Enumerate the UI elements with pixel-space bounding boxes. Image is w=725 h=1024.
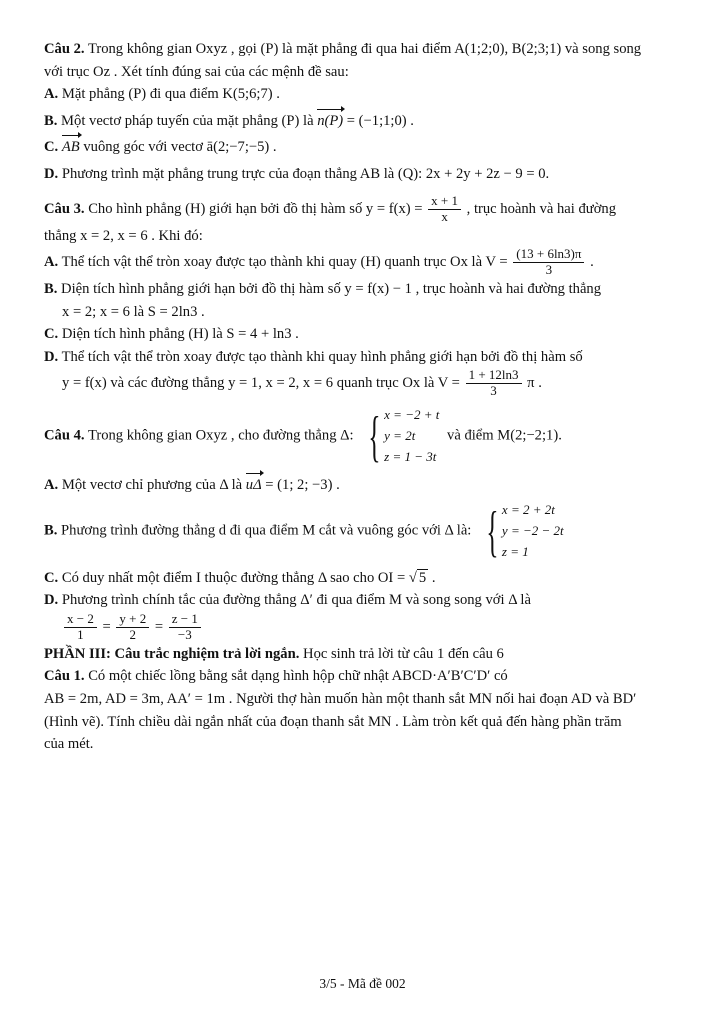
q2-option-d <box>44 163 684 186</box>
q4-d-f2-num: y + 2 <box>116 612 149 628</box>
q4-d-equation: $\frac{x - 2}{1}$ = $\frac{y + 2}{2}$ = $\frac{z - 1}{-3}$ <box>44 612 684 643</box>
q1-line-4: của mét. <box>44 736 94 753</box>
q3-a-numerator: (13 + 6ln3)π <box>513 247 584 263</box>
q3-d-end: π . <box>527 375 542 392</box>
q3-title: Câu 3. <box>44 200 85 217</box>
q2-option-b <box>44 110 684 133</box>
q3-f-numerator: x + 1 <box>428 194 461 210</box>
q3-d-text-2: y = f(x) và các đường thẳng y = 1, x = 2, x = 6 quanh trục Ox là V = <box>62 375 460 392</box>
q4-a-label: A. <box>44 476 59 493</box>
q3-option-c <box>44 323 684 346</box>
q4-c-text1: Có duy nhất một điểm I thuộc đường thẳng Δ sao cho OI = <box>61 569 406 586</box>
q3-b-text-2: x = 2; x = 6 là S = 2ln3 . <box>62 303 205 320</box>
q3-d-numerator: 1 + 12ln3 <box>466 368 522 384</box>
q4-line-system <box>361 405 439 467</box>
q1-title: Câu 1. <box>44 668 85 685</box>
q3-d-label: D. <box>44 348 59 365</box>
q2-b-text2: = (−1;1;0) . <box>346 112 414 129</box>
q4-b-sys-x: x = 2 + 2t <box>501 502 555 518</box>
q2-b-normal-vector: n(P) <box>317 110 343 133</box>
q3-d-text: Thể tích vật thể tròn xoay được tạo thành khi quay hình phẳng giới hạn bởi đồ thị hàm số <box>61 348 583 365</box>
q4-d-frac-2 <box>116 612 149 643</box>
q3-a-denominator: 3 <box>545 262 553 278</box>
q4-a-text1: Một vectơ chỉ phương của Δ là <box>61 476 243 493</box>
q3-intro-2: thẳng x = 2, x = 6 . Khi đó: <box>44 227 203 244</box>
q4-d-f1-den: 1 <box>77 626 84 642</box>
q4-d-f2-den: 2 <box>129 626 137 642</box>
q3-a-fraction <box>513 247 584 278</box>
q4-sys-x: x = −2 + t <box>384 407 440 423</box>
q4-b-brace: { <box>486 500 499 563</box>
q3-intro <box>44 194 684 225</box>
q3-f-denominator: x <box>441 208 448 224</box>
q2-a-text: Mặt phẳng (P) đi qua điểm K(5;6;7) . <box>61 86 280 103</box>
q3-a-text: Thể tích vật thể tròn xoay được tạo thành khi quay (H) quanh trục Ox là V = <box>61 253 508 270</box>
q3-d-fraction <box>466 368 522 399</box>
q3-option-d <box>44 346 684 369</box>
q4-d-f3-den: −3 <box>177 626 192 642</box>
q4-c-sqrt: 5 <box>418 569 427 586</box>
q4-b-sys-z: z = 1 <box>501 543 529 559</box>
q4-b-line-system <box>479 500 564 562</box>
q4-intro-end: và điểm M(2;−2;1). <box>447 427 562 444</box>
q4-d-frac-3 <box>169 612 201 643</box>
q4-d-f3-num: z − 1 <box>169 612 201 628</box>
q4-c-end: . <box>431 569 436 586</box>
q4-d-label: D. <box>44 592 59 609</box>
q2-c-vector-ab: AB <box>62 136 80 159</box>
q4-brace: { <box>368 405 381 468</box>
q3-option-a <box>44 247 684 278</box>
q4-a-direction-vector: uΔ <box>246 474 262 497</box>
q4-option-a <box>44 474 684 497</box>
q4-d-text: Phương trình chính tắc của đường thẳng Δ′ đi qua điểm M và song song với Δ là <box>61 592 531 609</box>
q1-line-3: (Hình vẽ). Tính chiều dài ngắn nhất của đoạn thanh sắt MN . Làm tròn kết quả đến hàng phần trăm <box>44 713 622 730</box>
q1-text-1: Có một chiếc lồng bằng sắt dạng hình hộp chữ nhật ABCD·A′B′C′D′ có <box>88 668 508 685</box>
q1-line-2: AB = 2m, AD = 3m, AA′ = 1m . Người thợ hàn muốn hàn một thanh sắt MN nối hai đoạn AD và BD′ <box>44 691 637 708</box>
part3-heading-line <box>44 643 684 666</box>
q2-c-text: vuông góc với vectơ ā(2;−7;−5) . <box>83 139 277 156</box>
part3-heading-rest: Học sinh trả lời từ câu 1 đến câu 6 <box>303 645 504 662</box>
q3-b-text: Diện tích hình phẳng giới hạn bởi đồ thị hàm số y = f(x) − 1 , trục hoành và hai đường thẳng <box>61 281 602 298</box>
q3-option-b <box>44 278 684 301</box>
q4-d-frac-1 <box>64 612 97 643</box>
q2-option-c <box>44 136 684 159</box>
exam-page <box>44 38 684 756</box>
q2-b-text1: Một vectơ pháp tuyến của mặt phẳng (P) là <box>61 112 314 129</box>
q2-a-label: A. <box>44 86 59 103</box>
q4-intro-text: Trong không gian Oxyz , cho đường thẳng Δ: <box>87 427 354 444</box>
q4-sys-z: z = 1 − 3t <box>384 448 437 464</box>
q4-b-label: B. <box>44 522 58 539</box>
q3-function-fraction <box>428 194 461 225</box>
q4-sys-y: y = 2t <box>384 428 416 444</box>
q3-intro-1b: , trục hoành và hai đường <box>466 200 617 217</box>
q4-intro <box>44 405 684 467</box>
q2-title: Câu 2. <box>44 41 85 57</box>
page-footer: 3/5 - Mã đề 002 <box>319 976 406 991</box>
q1-line-1 <box>44 665 684 688</box>
q2-intro <box>44 38 684 61</box>
q4-c-label: C. <box>44 569 59 586</box>
q3-c-text: Diện tích hình phẳng (H) là S = 4 + ln3 . <box>61 326 299 343</box>
q3-intro-1: Cho hình phẳng (H) giới hạn bởi đồ thị hàm số y = f(x) = <box>88 200 423 217</box>
q3-a-end: . <box>590 253 594 270</box>
q4-a-text2: = (1; 2; −3) . <box>265 476 340 493</box>
q2-b-label: B. <box>44 112 58 129</box>
q2-d-label: D. <box>44 166 59 183</box>
q2-intro-2: với trục Oz . Xét tính đúng sai của các mệnh đề sau: <box>44 63 349 80</box>
q2-d-text: Phương trình mặt phẳng trung trực của đoạn thẳng AB là (Q): 2x + 2y + 2z − 9 = 0. <box>61 166 550 183</box>
q4-title: Câu 4. <box>44 427 85 444</box>
q2-c-label: C. <box>44 139 59 156</box>
q3-b-label: B. <box>44 281 58 298</box>
q3-a-label: A. <box>44 253 59 270</box>
q4-d-f1-num: x − 2 <box>64 612 97 628</box>
q4-option-d <box>44 589 684 612</box>
q4-option-b <box>44 500 684 562</box>
q4-b-sys-y: y = −2 − 2t <box>501 523 564 539</box>
q4-b-text: Phương trình đường thẳng d đi qua điểm M cắt và vuông góc với Δ là: <box>61 522 472 539</box>
q3-c-label: C. <box>44 326 59 343</box>
q3-d-denominator: 3 <box>490 383 497 399</box>
q2-intro-1: Trong không gian Oxyz , gọi (P) là mặt phẳng đi qua hai điểm A(1;2;0), B(2;3;1) và song song <box>87 41 642 57</box>
q4-option-c: C. Có duy nhất một điểm I thuộc đường thẳng Δ sao cho OI = √ 5 . <box>44 569 436 586</box>
q3-d-line-2 <box>44 368 684 399</box>
part3-heading: PHẦN III: Câu trắc nghiệm trả lời ngắn. <box>44 645 300 662</box>
q2-option-a <box>44 83 684 106</box>
